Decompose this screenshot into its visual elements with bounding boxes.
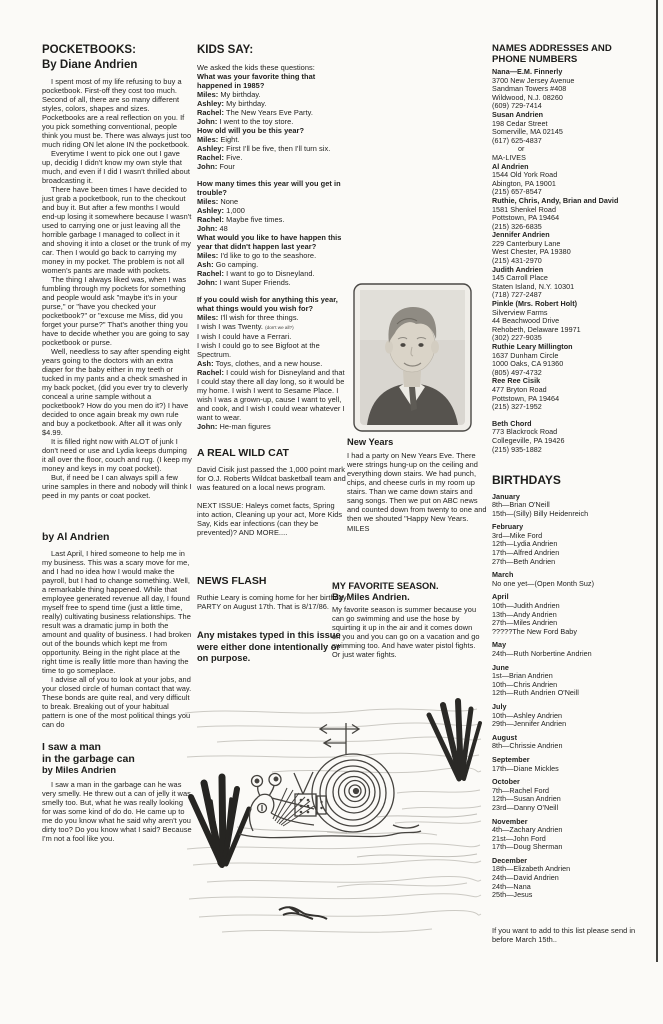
article-title-line2: in the garbage can (42, 752, 135, 765)
paragraph: I advise all of you to look at your jobs, and your closed circle of human contact that way. These bonds are quite real, and very difficult to break. Breaking out of your habitual pattern is one of the most political things you can do (42, 674, 192, 729)
text-line: I wish I could go to see Bigfoot at the Spectrum. (197, 340, 320, 359)
birthday-month: April 10th—Judith Andrien 13th—Andy Andrien 27th—Miles Andrien ?????The New Ford Baby (492, 593, 644, 636)
birthday-entry: 18th—Elizabeth Andrien (492, 864, 571, 874)
birthday-entry: 24th—Ruth Norbertine Andrien (492, 649, 592, 658)
address-line: MA-LIVES (492, 152, 526, 162)
boy-portrait-photo (353, 283, 472, 432)
article-body: I had a party on New Years Eve. There were strings hung-up on the ceiling and everything down stairs. We had punch, chips, and cheese curls in my room up stairs. Than we came down stairs and sang songs. Then we put on ABC news and counted down from twenty to one and then we shouted "Happy New Years. (347, 450, 487, 523)
article-body (42, 780, 192, 843)
address-line: West Chester, PA 19380 (492, 247, 571, 257)
birthday-entry: 12th—Susan Andrien (492, 794, 561, 804)
article-garbage-man (42, 742, 192, 843)
portrait-photo (353, 283, 472, 432)
answer-line: Ashley: First I'll be five, then I'll turn six. (197, 143, 331, 153)
grass-tuft-left (191, 777, 249, 865)
birthday-month: October 7th—Rachel Ford 12th—Susan Andrien 23rd—Danny O'Neill (492, 778, 644, 812)
answer-line: Ash: Go camping. (197, 259, 259, 269)
birthday-entry: 10th—Ashley Andrien (492, 710, 563, 720)
birthday-entry: 24th—David Andrien (492, 873, 559, 883)
birthday-entry: 17th—Doug Sherman (492, 842, 563, 852)
paragraph: Last April, I hired someone to help me in my business. This was a scary move for me, and I had no idea how I would make the payroll, but I had to change something. Well, a remarkable thing happened. While that employee generated revenue all day, I found myself free to spend time (just a little time, really) cultivating business relationships. The result was a dramatic jump in both the amount and quality of business. I had broken out of the bounds which kept me from opportunity. Being in the right place at the right time is really little more than having the time to go someplace. (42, 548, 192, 675)
birthday-entry: 25th—Jesus (492, 890, 533, 900)
birthday-entry: 10th—Chris Andrien (492, 679, 558, 689)
paragraph: I spent most of my life refusing to buy a pocketbook. First-off they cost too much. Second of all, there are so many different styles, colors, shapes and sizes. Pocketbooks are a real reflection on you. If you pick something conventional, people think you must be. There was always just too much riding ON let alone IN the pocketbook. (42, 77, 192, 149)
text-line: We asked the kids these questions: (197, 62, 315, 72)
article-body (42, 77, 192, 500)
address-name: Beth Chord (492, 418, 532, 428)
question-line: What was your favorite thing that happened in 1985? (197, 71, 316, 90)
article-kids-say (197, 44, 348, 431)
article-title: KIDS SAY: (197, 44, 254, 56)
answer-line: Rachel: I want to go to Disneyland. (197, 268, 315, 278)
birthday-month: July 10th—Ashley Andrien 29th—Jennifer Andrien (492, 703, 644, 729)
birthday-entry: 21st—John Ford (492, 833, 546, 843)
address-line: 773 Blackrock Road (492, 427, 558, 437)
question-line: How old will you be this year? (197, 125, 305, 135)
paragraph: The thing I always liked was, when I was fumbling through my pockets for something and people would ask "maybe it's in your purse," or "have you checked your pocketbook?" or "excuse me Miss, did you forget your purse?" That's another thing you have to decide whether you are going to say pocketbook or purse. (42, 275, 190, 347)
directory-title-line2: PHONE NUMBERS (492, 53, 578, 65)
address-line: 44 Beachwood Drive (492, 316, 560, 326)
address-name: Pinkle (Mrs. Robert Holt) (492, 299, 578, 309)
article-title: MY FAVORITE SEASON. (332, 581, 439, 591)
address-name: Susan Andrien (492, 109, 544, 119)
address-line: Silverview Farms (492, 307, 548, 317)
address-line: Somerville, MA 02145 (492, 127, 563, 137)
birthday-month: August 8th—Chrissie Andrien (492, 734, 644, 751)
answer-line: Rachel: Five. (197, 152, 243, 162)
address-list (492, 68, 644, 454)
address-directory (492, 44, 644, 454)
article-favorite-season (332, 581, 482, 659)
address-line: (215) 935-1882 (492, 444, 542, 454)
address-line: Pottstown, PA 19464 (492, 213, 560, 223)
birthdays-title: BIRTHDAYS (492, 473, 561, 487)
address-line: (609) 729-7414 (492, 101, 542, 111)
address-line: 1000 Oaks, CA 91360 (492, 359, 564, 369)
answer-line: I wish I was Twenty. (don't we all?) (197, 321, 294, 331)
question-line: What would you like to have happen this year that didn't happen last year? (197, 232, 342, 251)
birthday-month: May 24th—Ruth Norbertine Andrien (492, 641, 644, 658)
birthday-entry: 17th—Alfred Andrien (492, 548, 560, 558)
address-line: 145 Carroll Place (492, 273, 548, 283)
answer-line: Ashley: 1,000 (197, 205, 245, 215)
article-body (42, 549, 192, 729)
answer-line: John: Four (197, 161, 235, 171)
paragraph: It is filled right now with ALOT of junk I don't need or use and Lydia keeps dumping it all over the floor, couch and rug. (I keep my money and keys in my coat pocket). (42, 437, 192, 473)
article-body: My favorite season is summer because you can go swimming and use the hose by squirting it up in the air and it comes down on you and you can go on a vacation and go swimming too. And have water pistol fights. Or just water fights. (332, 605, 480, 659)
address-line: Wildwood, N.J. 08260 (492, 92, 563, 102)
answer-line: Ashley: My birthday. (197, 98, 267, 108)
address-line: Staten Island, N.Y. 10301 (492, 281, 575, 291)
address-name: Ree Ree Cisik (492, 376, 541, 386)
address-line: (215) 327-1952 (492, 402, 542, 412)
birthday-month: September 17th—Diane Mickles (492, 756, 644, 773)
address-line: (718) 727-2487 (492, 290, 542, 300)
address-line: Abington, PA 19001 (492, 178, 556, 188)
article-byline: By Miles Andrien. (332, 591, 410, 602)
birthday-month: December 18th—Elizabeth Andrien 24th—David Andrien 24th—Nana 25th—Jesus (492, 857, 644, 900)
address-name: Jennifer Andrien (492, 230, 550, 240)
answer-line: John: He-man figures (197, 421, 271, 431)
article-news-flash (197, 576, 348, 611)
answer-line: Miles: I'd like to go to the seashore. (197, 250, 317, 260)
address-line: (215) 326-6835 (492, 221, 542, 231)
address-name: Ruthie, Chris, Andy, Brian and David (492, 195, 619, 205)
article-byline: by Miles Andrien (42, 765, 117, 775)
address-line: (617) 625-4837 (492, 135, 542, 145)
answer-line: Miles: My birthday. (197, 89, 261, 99)
birthday-month: June 1st—Brian Andrien 10th—Chris Andrien 12th—Ruth Andrien O'Neill (492, 664, 644, 698)
article-wild-cat (197, 448, 348, 537)
answer-line: John: 48 (197, 223, 228, 233)
mistakes-notice: Any mistakes typed in this issue were either done intentionally or on purpose. (197, 630, 341, 663)
address-line: Pottstown, PA 19464 (492, 393, 560, 403)
birthday-entry: 23rd—Danny O'Neill (492, 802, 559, 812)
spacer (197, 287, 348, 295)
article-body: Ruthie Leary is coming home for her birthday PARTY on August 17th. That is 8/17/86. (197, 592, 347, 611)
address-line: Rehobeth, Delaware 19971 (492, 324, 581, 334)
birthday-entry: ?????The New Ford Baby (492, 626, 578, 636)
birthday-entry: 17th—Diane Mickles (492, 763, 559, 773)
answer-line: Rachel: The New Years Eve Party. (197, 107, 313, 117)
address-line: or (518, 144, 525, 154)
spacer (197, 171, 348, 179)
address-line: 1544 Old York Road (492, 170, 558, 180)
birthday-entry: 27th—Miles Andrien (492, 618, 558, 628)
answer-line: Rachel: Maybe five times. (197, 214, 285, 224)
paragraph: Everytime I went to pick one out I gave up, decidig I didn't know my own style that much, and even if I did I wasn't thrilled about broadcasting it. (42, 149, 190, 185)
address-line: 477 Bryton Road (492, 384, 547, 394)
article-byline: By Diane Andrien (42, 58, 138, 71)
paragraph: But, if need be I can always spill a few urine samples in there and nobody will think I peed in my pants or coat pocket. (42, 473, 192, 500)
article-signature: MILES (347, 523, 370, 533)
answer-line: Miles: I'll wish for three things. (197, 312, 299, 322)
birthday-entry: 12th—Ruth Andrien O'Neill (492, 688, 579, 698)
article-byline: by Al Andrien (42, 531, 110, 543)
next-issue-teaser: NEXT ISSUE: Haleys comet facts, Spring into action, Cleaning up your act, More Kids Say, Kids ear infections (can they be prevented)? AND MORE.... (197, 500, 343, 537)
address-line: Sandman Towers #408 (492, 84, 567, 94)
article-title: New Years (347, 437, 394, 447)
birthday-entry: 12th—Lydia Andrien (492, 539, 558, 549)
kids-say-qa-list (197, 63, 348, 431)
paragraph: I saw a man in the garbage can he was very smelly. He threw out a can of jelly it was smelly too. But, what he was really looking for was some kind of do do. He came up to me do you know what he said why aren't you dirty too? Do you know what I said? Because I'm not a fool like you. (42, 779, 192, 843)
birthday-month: February 3rd—Mike Ford 12th—Lydia Andrien 17th—Alfred Andrien 27th—Beth Andrien (492, 523, 644, 566)
birthday-list-section (492, 474, 644, 905)
birthday-entry: 27th—Beth Andrien (492, 556, 556, 566)
address-name: Judith Andrien (492, 264, 544, 274)
address-name: Nana—E.M. Finnerly (492, 67, 563, 76)
birthday-entry: 1st—Brian Andrien (492, 671, 553, 681)
answer-line: Rachel: I could wish for Disneyland and that I could stay there all day long, so it would be my home. I wish I went to Sesame Place. I wish I was a grown-up, cause I want to yell, and cook, and I wish I could wear whatever I want to wear. (197, 367, 345, 422)
snail-crayon-drawing (177, 697, 482, 945)
paragraph: There have been times I have decided to just grab a pocketbook, run to the checkout and buy it. But after a few months I would end-up losing it somewhere because I wasn't used to carrying one or just leaving all the horrible garbage I managed to collect in it and shoving it into a closet or the trunk of my car. Then I would go back to carrying my money in my pocket. The problem is not all women's pants are made with pockets. (42, 185, 192, 275)
answer-line: Miles: Eight. (197, 134, 240, 144)
snail-drawing-image (177, 697, 482, 945)
answer-line: John: I want Super Friends. (197, 277, 291, 287)
birthday-entry: 8th—Brian O'Neill (492, 500, 550, 510)
article-pocketbooks (42, 44, 192, 500)
paragraph: Well, needless to say after spending eight years going to the doctors with an extra diaper for the baby either in my teeth or tucked in my pants and a check smashed in my back pocket, (did you ever try to cleverly conceal a urine sample without a pocketbook? How do you men do it?) I have decided to once again break my own rule and buy a pocketbook. After all it was only $4.99. (42, 347, 190, 437)
birthday-entry: 7th—Rachel Ford (492, 785, 550, 795)
address-line: 229 Canterbury Lane (492, 238, 561, 248)
article-business (42, 532, 192, 729)
birthday-entry: 8th—Chrissie Andrien (492, 741, 563, 751)
address-line: (302) 227-9035 (492, 333, 542, 343)
address-line: (805) 497-4732 (492, 367, 542, 377)
birthday-months-list (492, 493, 644, 900)
birthday-entry: 13th—Andy Andrien (492, 609, 557, 619)
question-line: How many times this year will you get in trouble? (197, 178, 341, 197)
page-edge-rule (656, 0, 658, 962)
question-line: If you could wish for anything this year, what things would you wish for? (197, 294, 338, 313)
birthday-entry: 3rd—Mike Ford (492, 530, 543, 540)
answer-line: Ash: Toys, clothes, and a new house. (197, 358, 323, 368)
address-line: 3700 New Jersey Avenue (492, 75, 575, 85)
article-title: POCKETBOOKS: (42, 44, 136, 56)
birthday-month: January 8th—Brian O'Neill 15th—(Silly) Billy Heidenreich (492, 493, 644, 519)
birthday-entry: 24th—Nana (492, 881, 531, 891)
article-new-years (347, 437, 487, 533)
birthday-month: March No one yet—(Open Month Suz) (492, 571, 644, 588)
article-title: I saw a man (42, 741, 101, 753)
address-line: Collegeville, PA 19426 (492, 435, 565, 445)
address-name: Ruthie Leary Millington (492, 342, 573, 351)
text-line: I wish I could have a Ferrari. (197, 331, 292, 341)
birthday-entry: No one yet—(Open Month Suz) (492, 578, 595, 588)
article-title: A REAL WILD CAT (197, 447, 289, 459)
address-name: Al Andrien (492, 161, 529, 171)
address-line: 1637 Dunham Circle (492, 350, 559, 360)
answer-line: John: I went to the toy store. (197, 116, 294, 126)
birthday-entry: 4th—Zachary Andrien (492, 825, 563, 835)
answer-line: Miles: None (197, 196, 239, 206)
birthday-month: November 4th—Zachary Andrien 21st—John Ford 17th—Doug Sherman (492, 818, 644, 852)
pencil-scribble (279, 907, 327, 919)
address-line: 198 Cedar Street (492, 118, 548, 128)
address-line: (215) 431-2970 (492, 256, 542, 266)
birthday-entry: 10th—Judith Andrien (492, 601, 560, 611)
birthday-entry: 15th—(Silly) Billy Heidenreich (492, 508, 589, 518)
directory-title: NAMES ADDRESSES AND (492, 43, 612, 54)
address-line: (215) 657-8547 (492, 187, 542, 197)
birthday-note: If you want to add to this list please send in before March 15th.. (492, 926, 636, 944)
article-title: NEWS FLASH (197, 575, 267, 587)
address-line: 1581 Shenkel Road (492, 204, 556, 214)
article-body: David Cisik just passed the 1,000 point mark for O.J. Roberts Wildcat basketball team and was featured on a local news program. (197, 464, 346, 492)
birthday-entry: 29th—Jennifer Andrien (492, 719, 567, 729)
